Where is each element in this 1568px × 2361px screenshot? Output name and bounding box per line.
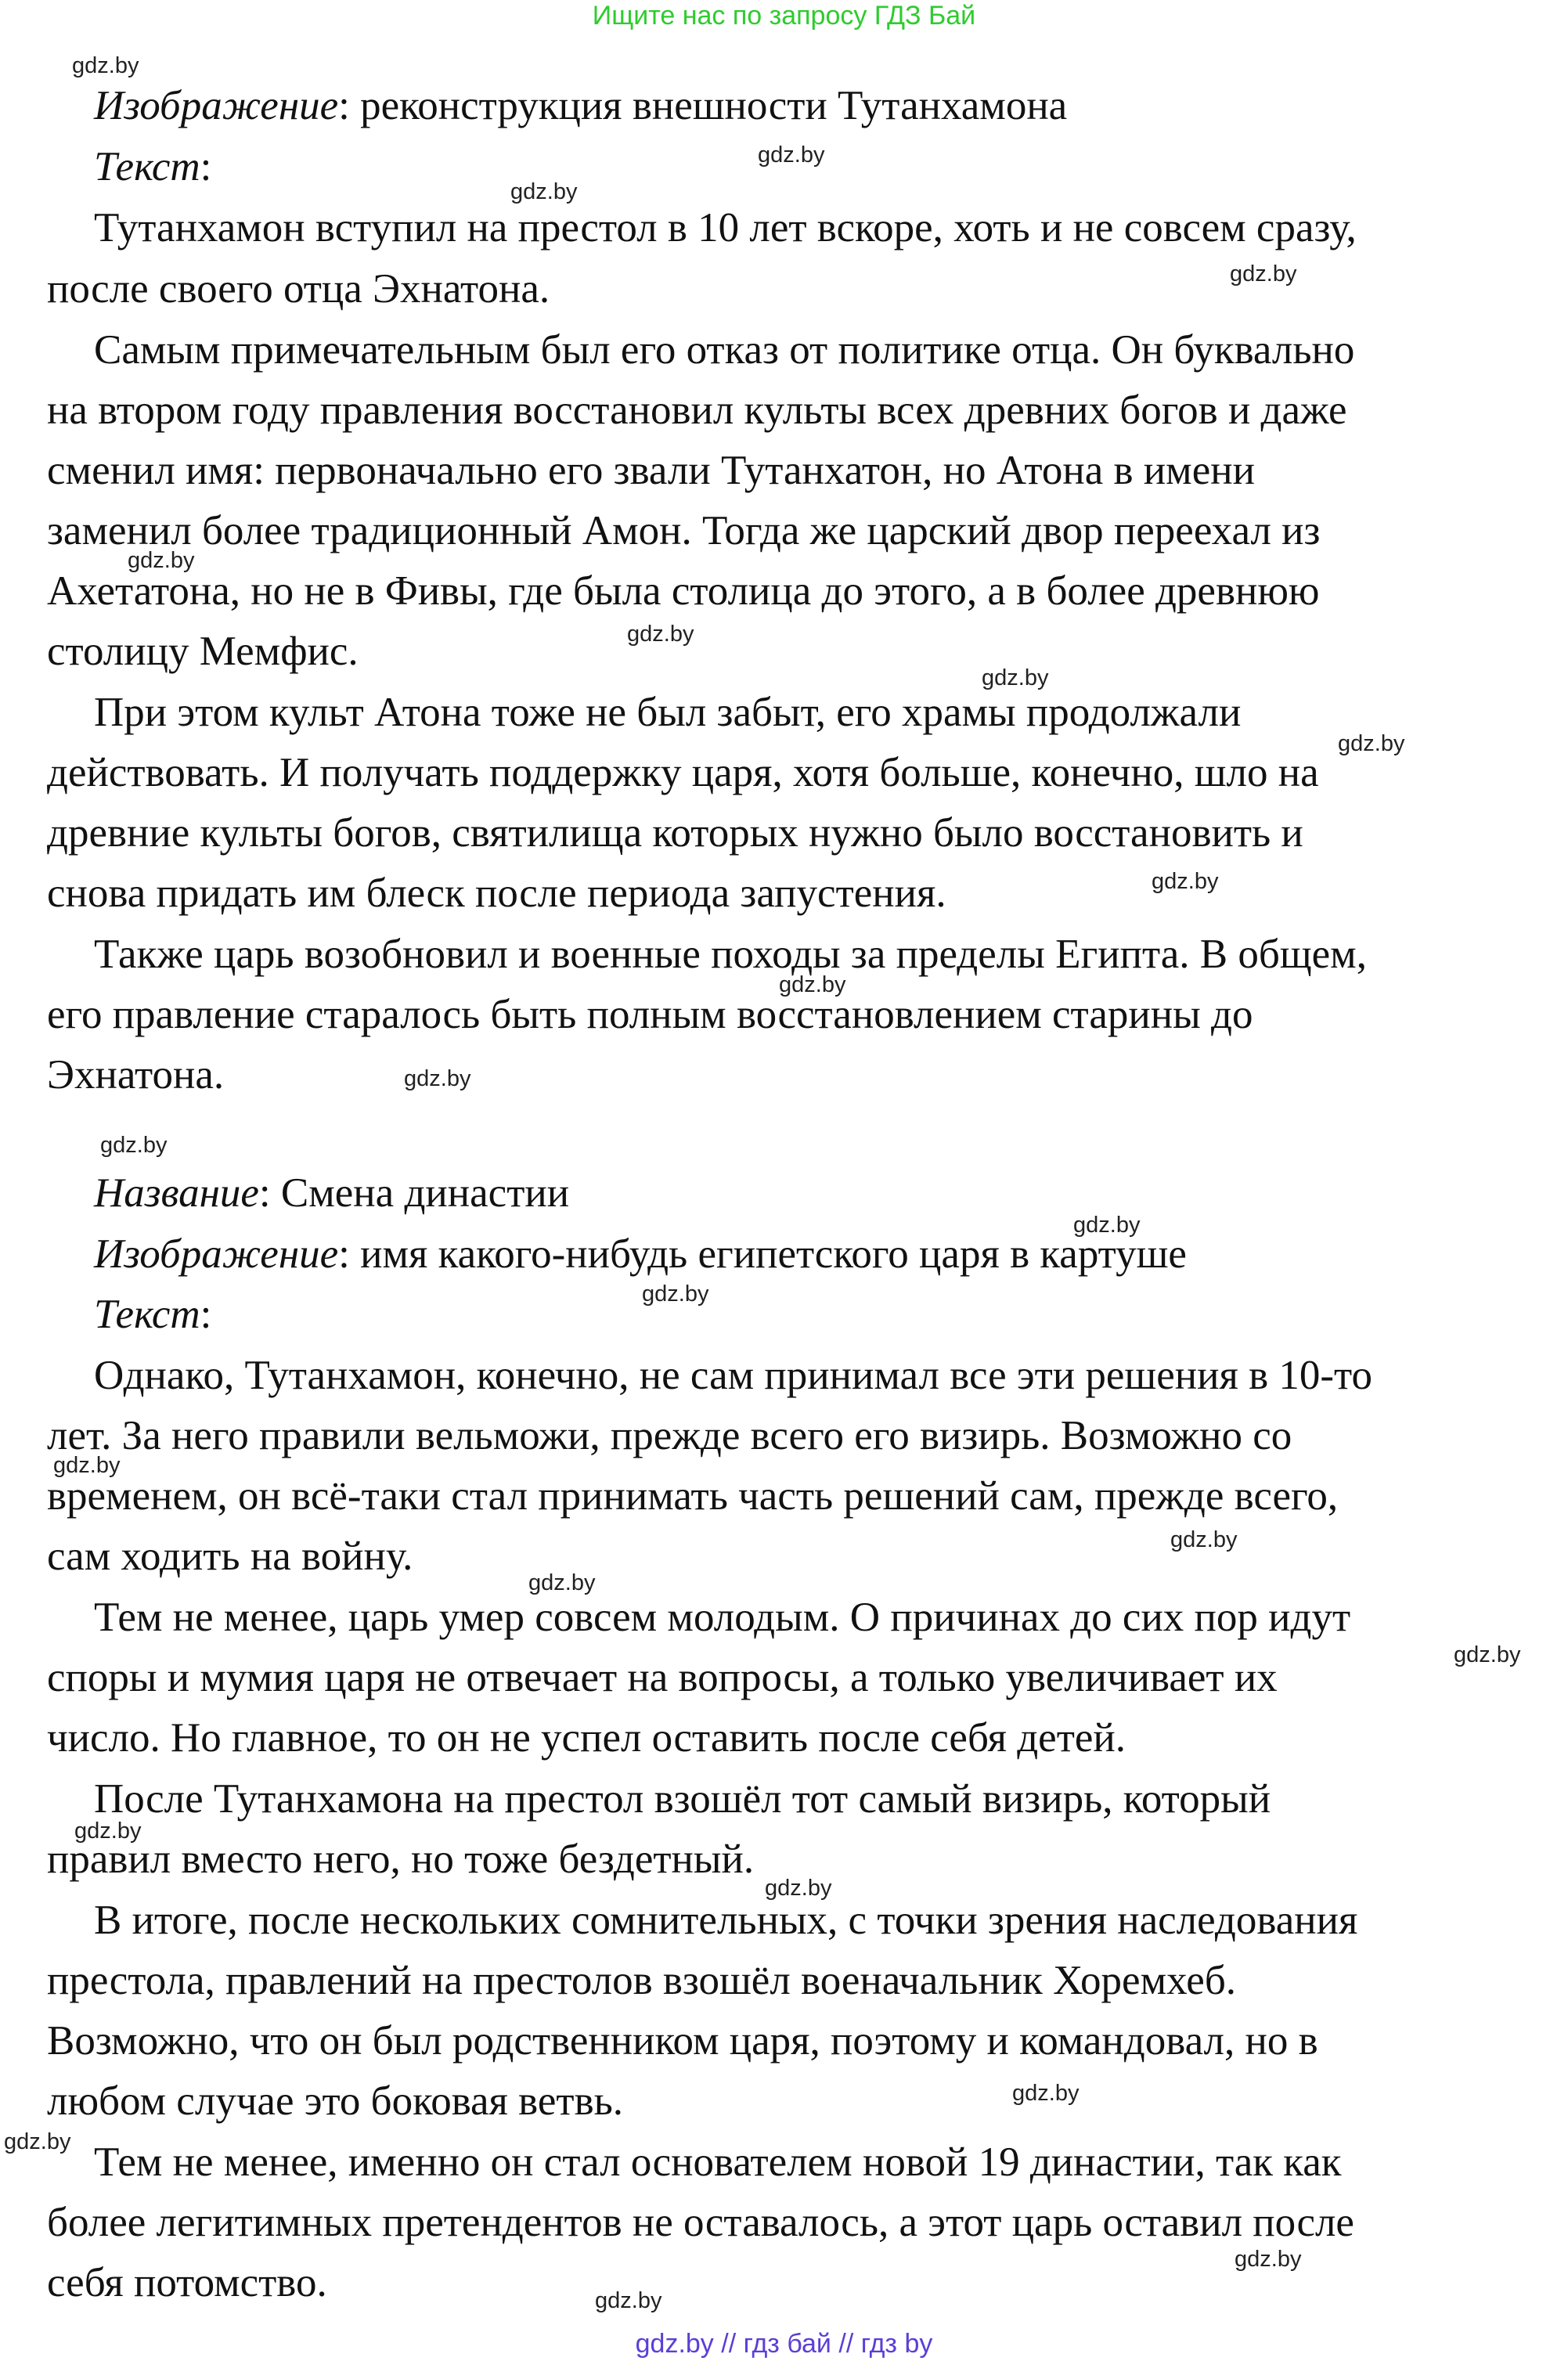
paragraph-line: При этом культ Атона тоже не был забыт, его храмы продолжали (94, 690, 1242, 735)
image-description-line (94, 1231, 1187, 1278)
paragraph-line: Также царь возобновил и военные походы за пределы Египта. В общем, (94, 932, 1367, 977)
watermark: gdz.by (642, 1281, 709, 1307)
watermark: gdz.by (1230, 261, 1297, 287)
paragraph-line: Самым примечательным был его отказ от политике отца. Он буквально (94, 327, 1355, 373)
text-heading-line (94, 1291, 211, 1338)
text-label: Текст (94, 1292, 200, 1337)
watermark: gdz.by (100, 1133, 168, 1158)
paragraph-line: правил вместо него, но тоже бездетный. (47, 1837, 755, 1882)
search-banner[interactable]: Ищите нас по запросу ГДЗ Бай (592, 1, 976, 31)
watermark: gdz.by (74, 1819, 142, 1844)
text-colon: : (200, 144, 212, 189)
image-description-line (94, 82, 1067, 129)
paragraph-line: Тем не менее, именно он стал основателем новой 19 династии, так как (94, 2139, 1342, 2185)
paragraph-line: заменил более традиционный Амон. Тогда же царский двор переехал из (47, 508, 1321, 553)
text-heading-line (94, 143, 211, 190)
watermark: gdz.by (510, 179, 578, 204)
text-label: Текст (94, 144, 200, 189)
watermark: gdz.by (1012, 2081, 1080, 2106)
watermark: gdz.by (982, 665, 1049, 690)
paragraph-line: Возможно, что он был родственником царя, поэтому и командовал, но в (47, 2018, 1318, 2064)
paragraph-line: В итоге, после нескольких сомнительных, с точки зрения наследования (94, 1898, 1358, 1943)
paragraph-line: на втором году правления восстановил культы всех древних богов и даже (47, 387, 1347, 433)
paragraph-line: действовать. И получать поддержку царя, хотя больше, конечно, шло на (47, 750, 1319, 795)
paragraph-line: После Тутанхамона на престол взошёл тот самый визирь, который (94, 1776, 1271, 1822)
paragraph-line: число. Но главное, то он не успел оставить после себя детей. (47, 1715, 1126, 1761)
image-value: : имя какого-нибудь египетского царя в картуше (338, 1231, 1187, 1277)
paragraph-line: после своего отца Эхнатона. (47, 266, 550, 312)
watermark: gdz.by (404, 1066, 471, 1091)
watermark: gdz.by (1454, 1642, 1521, 1667)
watermark: gdz.by (72, 53, 139, 78)
paragraph-line: Эхнатона. (47, 1052, 225, 1098)
watermark: gdz.by (1170, 1527, 1238, 1552)
paragraph-line: любом случае это боковая ветвь. (47, 2078, 624, 2124)
watermark: gdz.by (758, 142, 825, 168)
paragraph-line: споры и мумия царя не отвечает на вопросы, а только увеличивает их (47, 1655, 1278, 1700)
paragraph-line: столицу Мемфис. (47, 629, 359, 674)
watermark: gdz.by (1073, 1213, 1141, 1238)
image-label: Изображение (94, 83, 339, 128)
watermark: gdz.by (4, 2129, 71, 2154)
watermark: gdz.by (53, 1453, 121, 1478)
paragraph-line: престола, правлений на престолов взошёл военачальник Хоремхеб. (47, 1958, 1237, 2003)
paragraph-line: снова придать им блеск после периода запустения. (47, 871, 946, 916)
watermark: gdz.by (1235, 2247, 1302, 2272)
footer-links[interactable]: gdz.by // гдз бай // гдз by (635, 2329, 933, 2359)
paragraph-line: сам ходить на войну. (47, 1534, 413, 1579)
paragraph-line: Тутанхамон вступил на престол в 10 лет вскоре, хоть и не совсем сразу, (94, 205, 1357, 251)
watermark: gdz.by (1338, 731, 1405, 756)
watermark: gdz.by (779, 972, 846, 997)
paragraph-line: Тем не менее, царь умер совсем молодым. О причинах до сих пор идут (94, 1595, 1351, 1640)
watermark: gdz.by (1152, 869, 1219, 894)
title-line (94, 1170, 569, 1217)
image-value: : реконструкция внешности Тутанхамона (338, 83, 1068, 128)
paragraph-line: его правление старалось быть полным восстановлением старины до (47, 992, 1253, 1037)
paragraph-line: временем, он всё-таки стал принимать часть решений сам, прежде всего, (47, 1473, 1339, 1519)
paragraph-line: древние культы богов, святилища которых нужно было восстановить и (47, 810, 1303, 856)
watermark: gdz.by (528, 1570, 596, 1595)
watermark: gdz.by (595, 2288, 662, 2313)
watermark: gdz.by (128, 548, 195, 573)
title-label: Название (94, 1170, 259, 1216)
watermark: gdz.by (627, 622, 694, 647)
paragraph-line: Ахетатона, но не в Фивы, где была столица до этого, а в более древнюю (47, 568, 1320, 614)
paragraph-line: более легитимных претендентов не оставалось, а этот царь оставил после (47, 2200, 1354, 2245)
title-value: : Смена династии (258, 1170, 570, 1216)
paragraph-line: сменил имя: первоначально его звали Тутанхатон, но Атона в имени (47, 448, 1255, 493)
paragraph-line: лет. За него правили вельможи, прежде всего его визирь. Возможно со (47, 1413, 1292, 1458)
image-label: Изображение (94, 1231, 339, 1277)
text-colon: : (200, 1292, 212, 1337)
paragraph-line: себя потомство. (47, 2260, 327, 2305)
paragraph-line: Однако, Тутанхамон, конечно, не сам принимал все эти решения в 10-то (94, 1353, 1373, 1398)
watermark: gdz.by (765, 1876, 832, 1901)
